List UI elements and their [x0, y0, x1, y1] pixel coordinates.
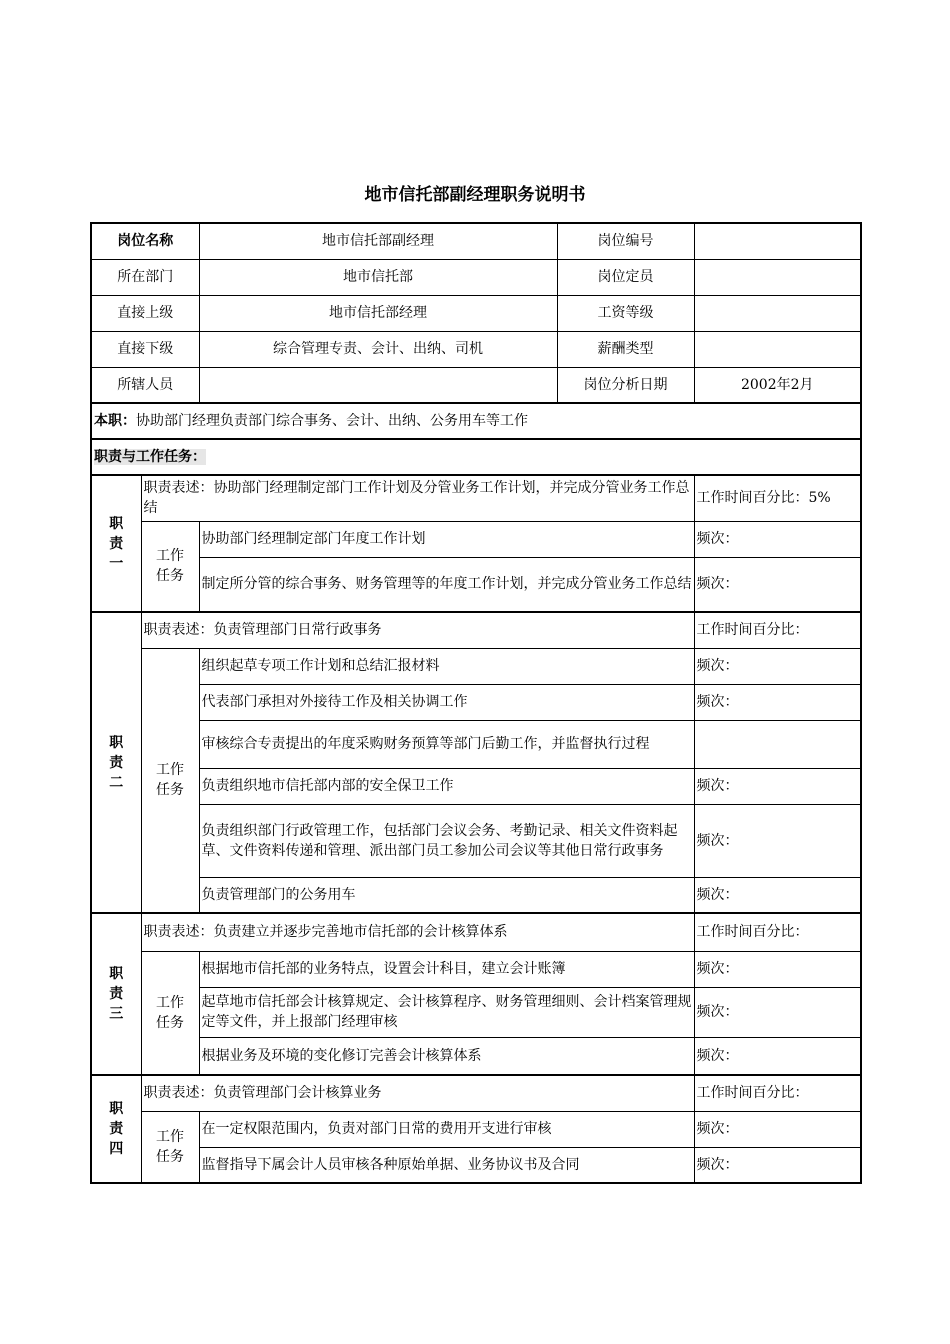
info-value2: 2002年2月: [694, 367, 861, 403]
page-title: 地市信托部副经理职务说明书: [364, 185, 586, 205]
task-row: [91, 987, 861, 1037]
info-row: [91, 331, 861, 367]
duty-statement: 职责表述：负责建立并逐步完善地市信托部的会计核算体系: [141, 913, 694, 951]
info-value2: [694, 223, 861, 259]
duty-name: [91, 475, 141, 612]
info-row: [91, 367, 861, 403]
duty-row: [91, 403, 861, 439]
info-label2: 岗位编号: [557, 223, 694, 259]
time-percent: 工作时间百分比：: [694, 1075, 861, 1111]
info-label2: 岗位定员: [557, 259, 694, 295]
task-row: [91, 951, 861, 987]
duty-statement: 职责表述：负责管理部门会计核算业务: [141, 1075, 694, 1111]
task-row: [91, 648, 861, 684]
task-frequency: 频次：: [694, 1037, 861, 1075]
task-text: 代表部门承担对外接待工作及相关协调工作: [199, 684, 694, 720]
task-row: [91, 1147, 861, 1183]
task-row: [91, 521, 861, 557]
info-row: [91, 259, 861, 295]
info-label: 所辖人员: [91, 367, 199, 403]
task-text: 审核综合专责提出的年度采购财务预算等部门后勤工作，并监督执行过程: [199, 720, 694, 768]
task-label-text: 工作任务: [156, 762, 184, 799]
duty-name-text: 职责一: [109, 515, 124, 572]
task-frequency: 频次：: [694, 877, 861, 913]
task-row: [91, 877, 861, 913]
info-label: 所在部门: [91, 259, 199, 295]
task-label: [141, 1111, 199, 1183]
duty-statement-row: [91, 475, 861, 521]
task-frequency: 频次：: [694, 557, 861, 612]
task-label: [141, 521, 199, 612]
tasks-heading: 职责与工作任务：: [94, 449, 206, 465]
task-frequency: 频次：: [694, 1111, 861, 1147]
task-frequency: 频次：: [694, 521, 861, 557]
task-text: 起草地市信托部会计核算规定、会计核算程序、财务管理细则、会计档案管理规定等文件，并上报部门经理审核: [199, 987, 694, 1037]
info-value: 地市信托部: [199, 259, 557, 295]
task-row: [91, 1037, 861, 1075]
duty-statement: 职责表述：协助部门经理制定部门工作计划及分管业务工作计划，并完成分管业务工作总结: [141, 475, 694, 521]
task-row: [91, 720, 861, 768]
task-label-text: 工作任务: [156, 994, 184, 1031]
info-value: 综合管理专责、会计、出纳、司机: [199, 331, 557, 367]
info-value: 地市信托部经理: [199, 295, 557, 331]
job-description-table: [90, 222, 862, 1184]
info-value2: [694, 259, 861, 295]
duty-statement-row: [91, 612, 861, 648]
task-row: [91, 684, 861, 720]
info-row: [91, 223, 861, 259]
task-frequency: 频次：: [694, 804, 861, 877]
task-text: 负责管理部门的公务用车: [199, 877, 694, 913]
task-label: [141, 648, 199, 913]
task-row: [91, 804, 861, 877]
info-label: 直接上级: [91, 295, 199, 331]
task-row: [91, 557, 861, 612]
task-row: [91, 768, 861, 804]
task-text: 负责组织部门行政管理工作，包括部门会议会务、考勤记录、相关文件资料起草、文件资料传递和管理、派出部门员工参加公司会议等其他日常行政事务: [199, 804, 694, 877]
task-label: [141, 951, 199, 1075]
task-row: [91, 1111, 861, 1147]
task-text: 组织起草专项工作计划和总结汇报材料: [199, 648, 694, 684]
task-text: 根据地市信托部的业务特点，设置会计科目，建立会计账簿: [199, 951, 694, 987]
info-value2: [694, 295, 861, 331]
task-frequency: 频次：: [694, 648, 861, 684]
task-text: 协助部门经理制定部门年度工作计划: [199, 521, 694, 557]
task-label-text: 工作任务: [156, 548, 184, 585]
duty-name: [91, 612, 141, 913]
task-label-text: 工作任务: [156, 1128, 184, 1165]
task-frequency: [694, 720, 861, 768]
duty-statement-row: [91, 1075, 861, 1111]
info-label: 直接下级: [91, 331, 199, 367]
info-label: 岗位名称: [91, 223, 199, 259]
task-text: 负责组织地市信托部内部的安全保卫工作: [199, 768, 694, 804]
info-label2: 薪酬类型: [557, 331, 694, 367]
duty-cell: [91, 403, 861, 439]
duty-name: [91, 1075, 141, 1183]
task-frequency: 频次：: [694, 1147, 861, 1183]
duty-name-text: 职责二: [109, 734, 124, 791]
task-text: 制定所分管的综合事务、财务管理等的年度工作计划，并完成分管业务工作总结: [199, 557, 694, 612]
task-text: 根据业务及环境的变化修订完善会计核算体系: [199, 1037, 694, 1075]
task-text: 在一定权限范围内，负责对部门日常的费用开支进行审核: [199, 1111, 694, 1147]
task-frequency: 频次：: [694, 951, 861, 987]
info-label2: 岗位分析日期: [557, 367, 694, 403]
task-frequency: 频次：: [694, 684, 861, 720]
duty-statement-row: [91, 913, 861, 951]
duty-name-text: 职责四: [109, 1101, 124, 1157]
info-label2: 工资等级: [557, 295, 694, 331]
time-percent: 工作时间百分比：: [694, 612, 861, 648]
task-frequency: 频次：: [694, 768, 861, 804]
duty-statement: 职责表述：负责管理部门日常行政事务: [141, 612, 694, 648]
time-percent: 工作时间百分比：5%: [694, 475, 861, 521]
tasks-heading-row: [91, 439, 861, 475]
task-text: 监督指导下属会计人员审核各种原始单据、业务协议书及合同: [199, 1147, 694, 1183]
time-percent: 工作时间百分比：: [694, 913, 861, 951]
info-row: [91, 295, 861, 331]
duty-name: [91, 913, 141, 1075]
tasks-heading-cell: [91, 439, 861, 475]
duty-name-text: 职责三: [109, 966, 124, 1022]
info-value2: [694, 331, 861, 367]
task-frequency: 频次：: [694, 987, 861, 1037]
info-value: [199, 367, 557, 403]
duty-label: 本职：: [94, 413, 136, 429]
duty-text: 协助部门经理负责部门综合事务、会计、出纳、公务用车等工作: [136, 413, 528, 429]
info-value: 地市信托部副经理: [199, 223, 557, 259]
